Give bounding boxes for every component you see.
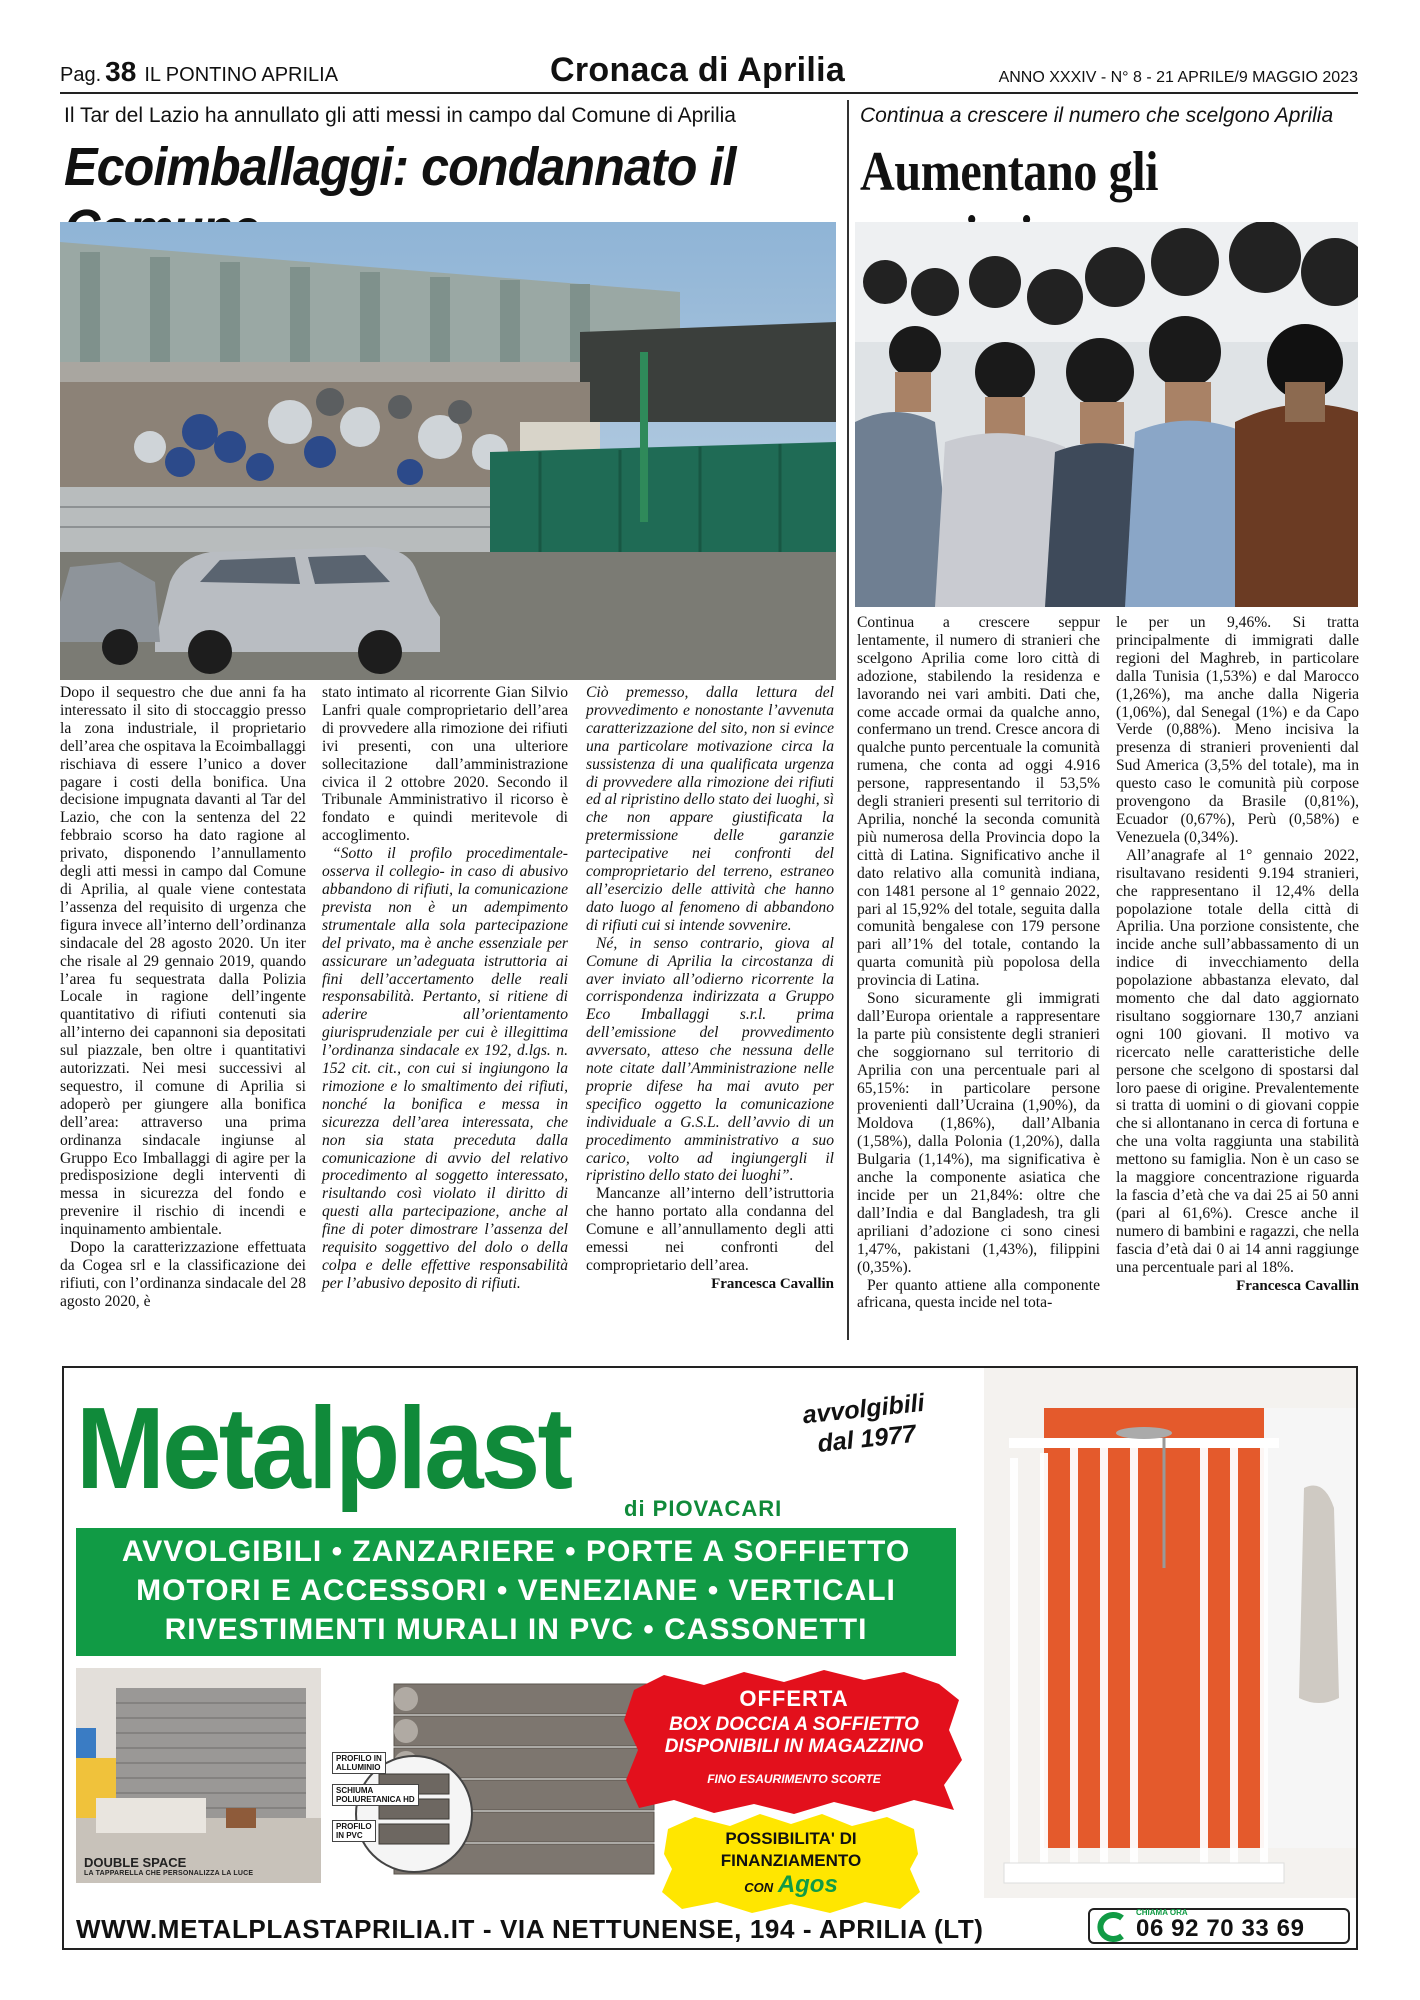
byline: Francesca Cavallin: [711, 1275, 834, 1292]
section-title: Cronaca di Aprilia: [550, 51, 846, 89]
finance-line-2: FINANZIAMENTO: [720, 1851, 862, 1870]
offer-starburst: [624, 1670, 964, 1815]
products-line-3: RIVESTIMENTI MURALI IN PVC • CASSONETTI: [164, 1613, 868, 1646]
label-line: ALLUMINIO: [336, 1763, 381, 1772]
quoted-ruling: Né, in senso contrario, giova al Comune di Aprilia la circostanza di aver inviato all’odierno ricorrente la corrispondenza indirizzata a Gruppo Eco Imballaggi s.r.l. prima dell’emissione del provvedimento avversato, atteso che nessuna delle note citate dall’Amministrazione nelle proprie difese ha mai avuto per specifico oggetto la comunicazione individuale a G.S.L. dell’avvio di un procedimento amministrativo a suo carico, volto ad ingiungergli il ripristino dello stato dei luoghi”.: [586, 934, 834, 1185]
left-article-kicker: Il Tar del Lazio ha annullato gli atti messi in campo dal Comune di Aprilia: [64, 104, 736, 127]
shower-box-photo: [984, 1368, 1358, 1898]
left-article-column-1: [60, 684, 306, 1311]
label-line: PROFILO: [336, 1822, 372, 1831]
page-label: Pag.: [60, 64, 102, 86]
page-number-label: [60, 56, 338, 88]
product-list-band: [76, 1528, 956, 1656]
paragraph: Sono sicuramente gli immigrati dall’Europa orientale a rappresentare la parte più consistente degli stranieri che soggiornano sul territorio di Aprilia con una percentuale pari al 65,15%: in particolare persone provenienti dall’Ucraina (1,90%), da Moldova (1,86%), dall’Albania (1,58%), dalla Polonia (1,20%), dalla Bulgaria (1,14%), ma significativa è anche la componente asiatica che incide per un 21,84%: oltre che dall’India e dal Bangladesh, tra gli apriliani d’adozione ci sono cinesi 1,47%, pakistani (1,43%), filippini (0,35%).: [857, 990, 1100, 1276]
room-brand: [84, 1855, 253, 1877]
right-article-column-2: [1116, 614, 1359, 1295]
paragraph: Continua a crescere seppur lentamente, il numero di stranieri che scelgono Aprilia come loro città di adozione, stabilendo la residenza e lavorando nei vari ambiti. Dati che, come accade ormai da qualche anno, confermano un trend. Cresce ancora di qualche punto percentuale la comunità rumena, che conta ad oggi 4.916 persone, rappresentando il 53,5% degli stranieri presenti sul territorio di Aprilia, nonché la seconda comunità più numerosa della Provincia dopo la città di Latina. Significativo anche il dato relativo alla comunità indiana, con 1481 persone al 1° gennaio 2022, pari al 15,92% del totale, seguita dalla comunità bengalese con 179 persone pari all’1% del totale, contando la quarta comunità più popolosa della provincia di Latina.: [857, 614, 1100, 990]
label-line: SCHIUMA: [336, 1786, 374, 1795]
left-article-headline: Ecoimballaggi: condannato il: [64, 137, 736, 197]
phone-box[interactable]: [1088, 1908, 1350, 1944]
room-brand-name: DOUBLE SPACE: [84, 1855, 187, 1870]
quoted-ruling: Ciò premesso, dalla lettura del provvedimento e nonostante l’avvenuta caratterizzazione del sito, non si evince una particolare motivazione circa la sussistenza di una qualificata urgenza di provvedere alla rimozione dei rifiuti ed al ripristino dello stato dei luoghi, sì che non appare giustificata la pretermissione delle garanzie partecipative nei confronti del comproprietario del terreno, estraneo all’esercizio delle attività che hanno dato luogo al fenomeno di abbandono di rifiuti cui si intende sovvenire.: [586, 684, 834, 934]
brand-logo-text: Metalplast: [76, 1383, 571, 1513]
offer-text: [624, 1686, 964, 1786]
products-line-1: AVVOLGIBILI • ZANZARIERE • PORTE A SOFFIETTO: [121, 1535, 911, 1568]
products-line-2: MOTORI E ACCESSORI • VENEZIANE • VERTICALI: [136, 1574, 896, 1607]
website-address[interactable]: WWW.METALPLASTAPRILIA.IT - VIA NETTUNENSE, 194 - APRILIA (LT): [76, 1914, 984, 1944]
right-article-column-1: [857, 614, 1100, 1312]
byline: Francesca Cavallin: [1236, 1277, 1359, 1294]
paragraph: All’anagrafe al 1° gennaio 2022, risultavano residenti 9.194 stranieri, che rappresentano il 12,4% della popolazione totale della città di Aprilia. Una porzione consistente, che incide anche sull’abbassamento di un indice di invecchiamento della popolazione abbastanza elevato, dal momento che dal dato aggiornato risultano soggiornare 130,7 anziani ogni 100 giovani. Il motivo va ricercato nelle caratteristiche delle persone che scelgono di spostarsi dal loro paese di origine. Prevalentemente si tratta di uomini o di giovani coppie che si allontanano in cerca di fortuna e che una volta raggiunta una stabilità mettono su famiglia. Non è un caso se la maggiore concentrazione riguarda la fascia d’età che va dai 25 ai 50 anni (pari al 61,6%). Cresce anche il numero di bambini e ragazzi, che nella fascia d’età dai 0 ai 14 anni raggiunge una percentuale pari al 18%.: [1116, 846, 1359, 1276]
since-badge: [801, 1388, 929, 1460]
offer-title: OFFERTA: [739, 1686, 849, 1711]
metalplast-advertisement: [62, 1366, 1358, 1950]
label-aluminium-profile: [332, 1752, 386, 1774]
financing-text: [660, 1828, 922, 1899]
finance-con: CON: [744, 1880, 774, 1895]
label-line: IN PVC: [336, 1831, 363, 1840]
paragraph: Dopo la caratterizzazione effettuata da Cogea srl e la classificazione dei rifiuti, con l’ordinanza sindacale del 28 agosto 2020, è: [60, 1239, 306, 1310]
shutter-cross-section: [334, 1664, 664, 1896]
brand-subtitle: di PIOVACARI: [624, 1496, 783, 1521]
phone-label: CHIAMA ORA: [1136, 1908, 1188, 1917]
left-article-column-3: [586, 684, 834, 1294]
right-article-kicker: Continua a crescere il numero che scelgono Aprilia: [860, 104, 1334, 127]
label-foam: [332, 1784, 419, 1806]
page-number: 38: [105, 56, 137, 87]
label-line: PROFILO IN: [336, 1754, 382, 1763]
paragraph: le per un 9,46%. Si tratta principalmente di immigrati dalle regioni del Maghreb, in particolare dalla Tunisia (1,53%) e dal Marocco (1,26%), ma anche dalla Nigeria (1,06%), dal Senegal (1%) e da Capo Verde (0,88%). Meno incisiva la presenza di stranieri provenienti dal Sud America (3,5% del totale), ma in questo caso le comunità più corpose provengono da Brasile (0,81%), Ecuador (0,67%), Perù (0,58%) e Venezuela (0,34%).: [1116, 614, 1359, 846]
room-shutter-photo: [76, 1668, 321, 1883]
waste-site-photo: [60, 222, 836, 680]
paragraph: Dopo il sequestro che due anni fa ha interessato il sito di stoccaggio presso la zona industriale, il proprietario dell’area che ospitava la Ecoimballaggi rischiava di essere l’unico a dover pagare i costi della bonifica. Una decisione impugnata davanti al Tar del Lazio, che con la sentenza del 22 febbraio scorso ha dato ragione al privato, disponendo l’annullamento degli atti messi in campo dal Comune di Aprilia, al quale viene contestata l’assenza del requisito di urgenza che figura invece all’interno dell’ordinanza sindacale del 28 agosto 2020. Un iter che risale al 29 gennaio 2019, quando l’area fu sequestrata dalla Polizia Locale in ragione dell’ingente quantitativo di rifiuti contenuti sia all’interno dei capannoni sia depositati sul piazzale, ben oltre i quantitativi autorizzati. Nei mesi successivi al sequestro, il comune di Aprilia si adoperò per giungere alla bonifica dell’area: attraverso una prima ordinanza sindacale ingiunse al Gruppo Eco Imballaggi di agire per la predisposizione degli interventi di messa in sicurezza del fondo e prevenire il rischio di incendi e inquinamento ambientale.: [60, 684, 306, 1239]
column-divider: [847, 100, 849, 1340]
issue-info: ANNO XXXIV - N° 8 - 21 APRILE/9 MAGGIO 2023: [998, 69, 1358, 86]
finance-line-1: POSSIBILITA' DI: [725, 1829, 857, 1848]
since-line-1: avvolgibili: [801, 1388, 926, 1430]
paper-name: IL PONTINO APRILIA: [144, 64, 339, 86]
offer-line-2: DISPONIBILI IN MAGAZZINO: [664, 1736, 924, 1757]
page-header: [60, 51, 1358, 94]
room-brand-tagline: LA TAPPARELLA CHE PERSONALIZZA LA LUCE: [84, 1870, 254, 1877]
paragraph: stato intimato al ricorrente Gian Silvio Lanfri quale comproprietario dell’area di provvedere alla rimozione dei rifiuti ivi presenti, con una ulteriore sollecitazione dall’amministrazione civica il 2 ottobre 2020. Secondo il Tribunale Amministrativo il ricorso è fondato e quindi meritevole di accoglimento.: [322, 684, 568, 845]
phone-c-icon: [1094, 1912, 1128, 1942]
label-line: POLIURETANICA HD: [336, 1795, 415, 1804]
offer-note: FINO ESAURIMENTO SCORTE: [707, 1772, 881, 1786]
paragraph: Mancanze all’interno dell’istruttoria che hanno portato alla condanna del Comune e all’annullamento degli atti emessi nei confronti del comproprietario dell’area.: [586, 1185, 834, 1274]
phone-number[interactable]: 06 92 70 33 69: [1136, 1915, 1305, 1942]
quoted-ruling: “Sotto il profilo procedimentale- osserva il collegio- in caso di abusivo abbandono di rifiuti, la comunicazione prevista non è un adempimento strumentale alla sola partecipazione del privato, ma è anche essenziale per assicurare un’adeguata istruttoria ai fini dell’accertamento delle reali responsabilità. Pertanto, si ritiene di aderire all’orientamento giurisprudenziale per cui è illegittima l’ordinanza sindacale ex 192, d.lgs. n. 152 cit. cit., con cui si ingiungono la rimozione e lo smaltimento dei rifiuti, nonché la bonifica e messa in sicurezza dell’area interessata, che non sia stata preceduta dalla comunicazione di avvio del relativo procedimento al soggetto interessato, risultando così violato il diritto di questi alla partecipazione, anche al fine di poter dimostrare l’assenza del requisito soggettivo del dolo o della colpa e delle effettive responsabilità per l’abusivo deposito di rifiuti.: [322, 845, 568, 1292]
label-pvc-profile: [332, 1820, 376, 1842]
financing-badge: [660, 1814, 922, 1914]
offer-line-1: BOX DOCCIA A SOFFIETTO: [669, 1714, 919, 1735]
crowd-photo: [855, 222, 1358, 607]
agos-logo: Agos: [777, 1871, 838, 1898]
paragraph: Per quanto attiene alla componente africana, questa incide nel tota-: [857, 1276, 1100, 1312]
right-article-headline: Aumentano gli: [860, 141, 1159, 203]
left-article-column-2: [322, 684, 568, 1293]
since-line-2: dal 1977: [816, 1419, 918, 1458]
